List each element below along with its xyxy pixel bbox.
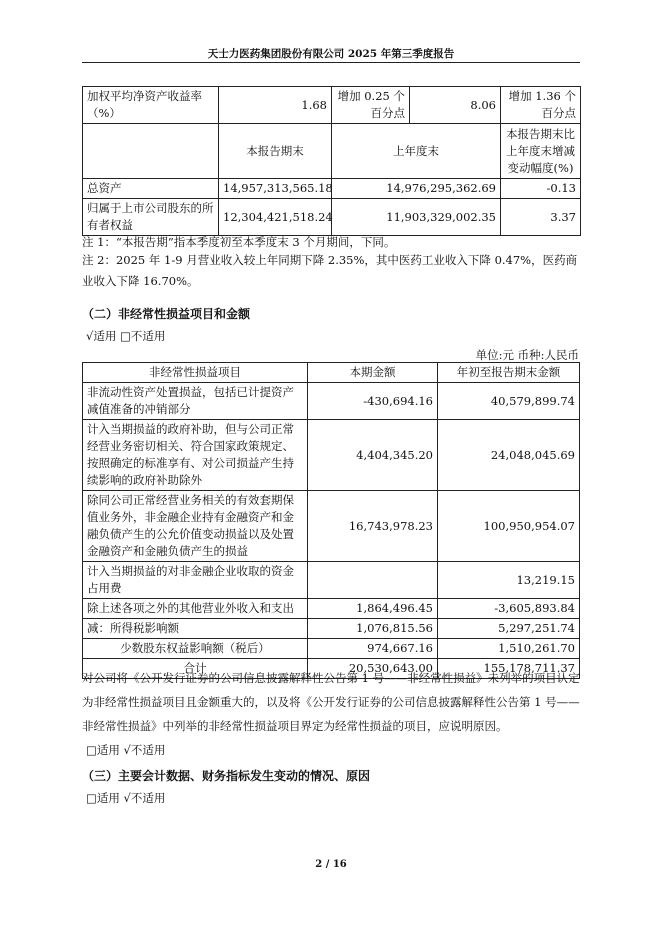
unit-label: 单位:元 币种:人民币 xyxy=(475,348,579,362)
row-label: 总资产 xyxy=(83,179,219,199)
key-financial-table xyxy=(82,86,581,236)
applicability-checkbox-2: □适用 √不适用 xyxy=(86,743,166,757)
ytd-amount: 100,950,954.07 xyxy=(438,491,580,562)
note-1: 注 1：“本报告期”指本季度初至本季度末 3 个月期间，下同。 xyxy=(82,235,396,249)
table-row xyxy=(83,87,581,124)
table-row xyxy=(83,639,580,659)
section-title-nonrecurring: （二）非经常性损益项目和金额 xyxy=(82,307,251,321)
cell-value: 1.68 xyxy=(219,87,332,124)
ytd-amount: 5,297,251.74 xyxy=(438,619,580,639)
current-amount: 4,404,345.20 xyxy=(308,420,438,491)
cell-value: 12,304,421,518.24 xyxy=(219,199,332,236)
column-header: 本期金额 xyxy=(308,363,438,383)
ytd-amount: 40,579,899.74 xyxy=(438,383,580,420)
column-header: 非经常性损益项目 xyxy=(83,363,308,383)
item-label: 除同公司正常经营业务相关的有效套期保值业务外，非金融企业持有金融资产和金融负债产生的公允价值变动损益以及处置金融资产和金融负债产生的损益 xyxy=(83,491,308,562)
column-header: 上年度末 xyxy=(332,124,501,179)
column-header: 年初至报告期末金额 xyxy=(438,363,580,383)
table-row xyxy=(83,562,580,599)
item-label: 除上述各项之外的其他营业外收入和支出 xyxy=(83,599,308,619)
cell-value: 11,903,329,002.35 xyxy=(332,199,501,236)
item-label: 非流动性资产处置损益，包括已计提资产减值准备的冲销部分 xyxy=(83,383,308,420)
cell-value: 14,976,295,362.69 xyxy=(332,179,501,199)
table-row xyxy=(83,491,580,562)
current-amount: 1,864,496.45 xyxy=(308,599,438,619)
table-header-row xyxy=(83,363,580,383)
cell-change: 增加 0.25 个百分点 xyxy=(332,87,410,124)
item-label: 合计 xyxy=(83,659,308,679)
table-header-row xyxy=(83,124,581,179)
table-row xyxy=(83,420,580,491)
current-amount: 16,743,978.23 xyxy=(308,491,438,562)
cell-value: 8.06 xyxy=(410,87,501,124)
ytd-amount: 155,178,711.37 xyxy=(438,659,580,679)
current-amount: 1,076,815.56 xyxy=(308,619,438,639)
item-label: 少数股东权益影响额（税后） xyxy=(83,639,308,659)
current-amount: 20,530,643.00 xyxy=(308,659,438,679)
note-2: 注 2：2025 年 1-9 月营业收入较上年同期下降 2.35%，其中医药工业收入下降 0.47%，医药商业收入下降 16.70%。 xyxy=(82,253,578,288)
ytd-amount: 13,219.15 xyxy=(438,562,580,599)
table-row xyxy=(83,199,581,236)
header-rule xyxy=(82,62,580,63)
cell-value: -0.13 xyxy=(501,179,581,199)
column-header: 本报告期末 xyxy=(219,124,332,179)
cell-value: 14,957,313,565.18 xyxy=(219,179,332,199)
table-row xyxy=(83,619,580,639)
current-amount: 974,667.16 xyxy=(308,639,438,659)
current-amount: -430,694.16 xyxy=(308,383,438,420)
ytd-amount: 24,048,045.69 xyxy=(438,420,580,491)
nonrecurring-table xyxy=(82,362,580,679)
table-row xyxy=(83,383,580,420)
row-label: 加权平均净资产收益率（%） xyxy=(83,87,219,124)
page-header-title: 天士力医药集团股份有限公司 2025 年第三季度报告 xyxy=(207,48,455,60)
explanation-paragraph: 对公司将《公开发行证券的公司信息披露解释性公告第 1 号——非经常性损益》未列举的项目认定为非经常性损益项目且金额重大的，以及将《公开发行证券的公司信息披露解释性公告第 1 号——非经常性损益》中列举的非经常性损益项目界定为经常性损益的项目，应说明原因。 xyxy=(82,671,580,733)
cell-value: 3.37 xyxy=(501,199,581,236)
table-row xyxy=(83,599,580,619)
section-title-changes: （三）主要会计数据、财务指标发生变动的情况、原因 xyxy=(82,769,371,783)
page-number: 2 / 16 xyxy=(315,859,347,870)
item-label: 计入当期损益的对非金融企业收取的资金占用费 xyxy=(83,562,308,599)
current-amount xyxy=(308,562,438,599)
item-label: 减：所得税影响额 xyxy=(83,619,308,639)
item-label: 计入当期损益的政府补助，但与公司正常经营业务密切相关、符合国家政策规定、按照确定的标准享有、对公司损益产生持续影响的政府补助除外 xyxy=(83,420,308,491)
row-label: 归属于上市公司股东的所有者权益 xyxy=(83,199,219,236)
column-header: 本报告期末比上年度末增减变动幅度(%) xyxy=(501,124,581,179)
applicability-checkbox-3: □适用 √不适用 xyxy=(86,791,166,805)
table-row xyxy=(83,179,581,199)
ytd-amount: -3,605,893.84 xyxy=(438,599,580,619)
cell-change: 增加 1.36 个百分点 xyxy=(501,87,581,124)
ytd-amount: 1,510,261.70 xyxy=(438,639,580,659)
applicability-checkbox: √适用 □不适用 xyxy=(86,329,166,343)
